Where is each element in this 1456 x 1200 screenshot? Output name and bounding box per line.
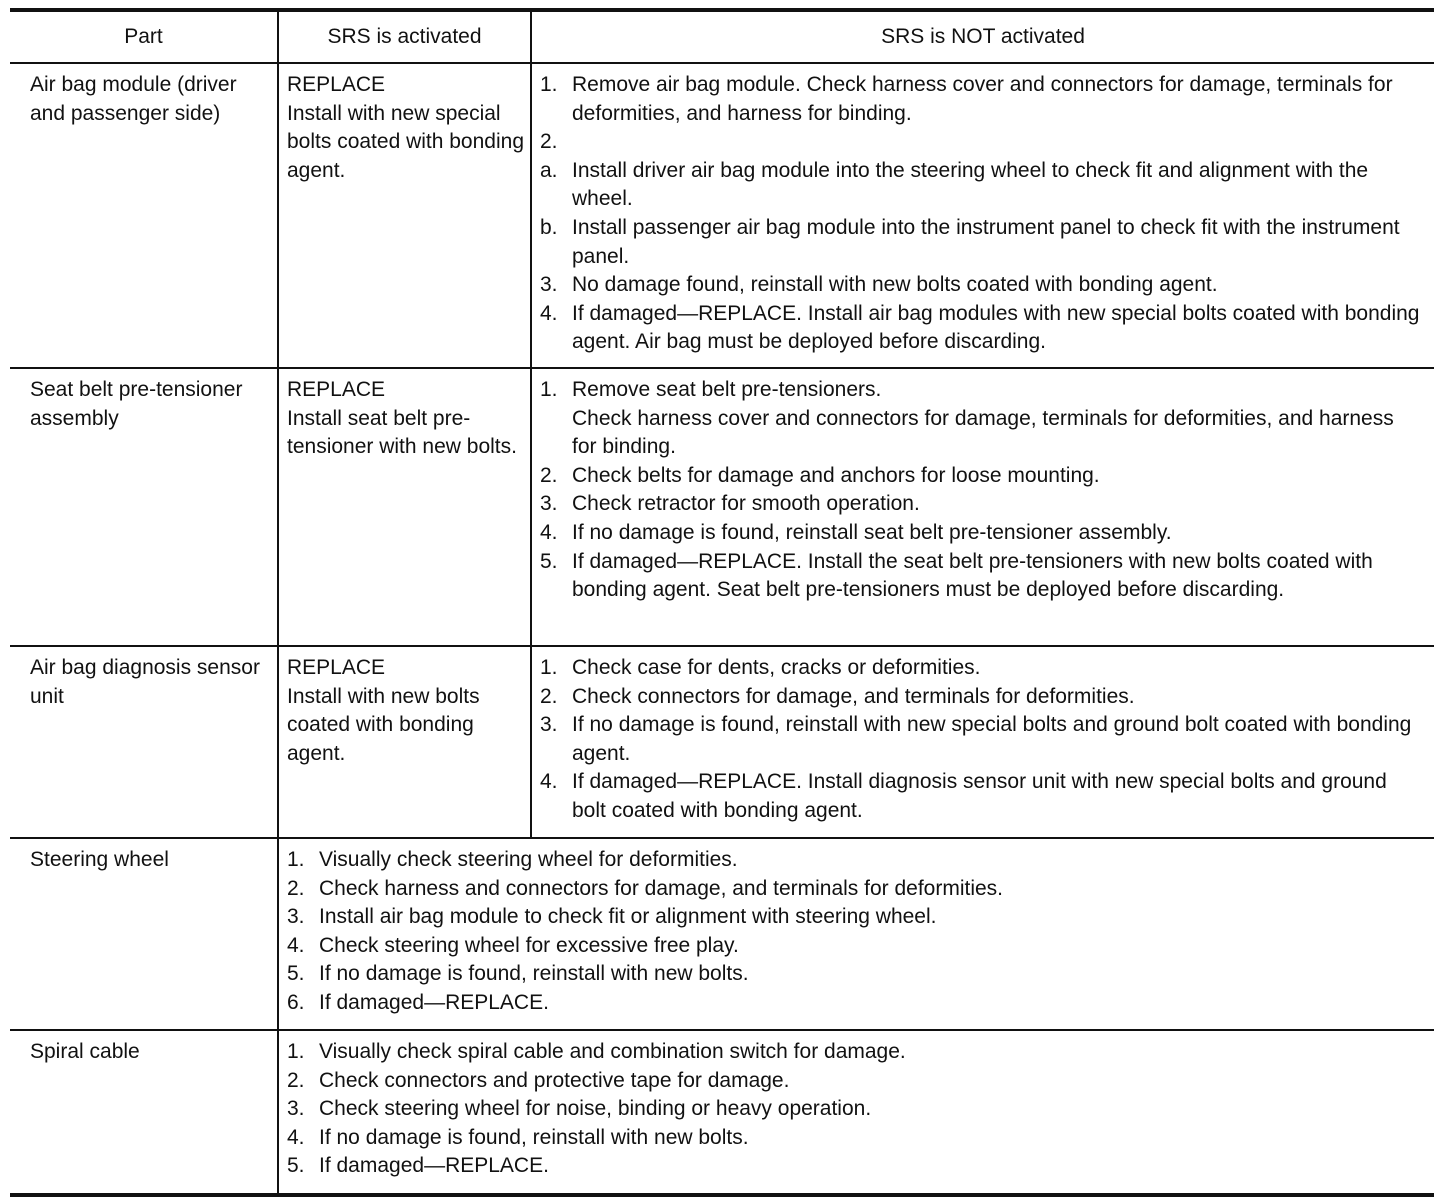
step-number: 2.: [287, 876, 305, 900]
replace-label: REPLACE: [287, 378, 386, 401]
step-text: Install air bag module to check fit or alignment with steering wheel.: [319, 905, 937, 929]
step-number: 2.: [287, 1068, 305, 1092]
step-text: If damaged—REPLACE. Install the seat belt pre-tensioners with new bolts coated with bonding agent. Seat belt pre-tensioners must be deployed before discarding.: [572, 549, 1373, 602]
list-item: [540, 271, 1424, 300]
step-text: If damaged—REPLACE.: [319, 990, 549, 1014]
not-activated-cell: [531, 368, 1434, 646]
step-number: 4.: [540, 301, 558, 325]
table-row: [10, 646, 1434, 838]
list-item: [540, 300, 1424, 357]
both-conditions-cell: [278, 838, 1434, 1030]
list-item: [287, 989, 1424, 1018]
list-item: [287, 875, 1424, 904]
list-item: [287, 1038, 1424, 1067]
step-number: 3.: [540, 492, 558, 516]
step-text: If damaged—REPLACE. Install diagnosis sensor unit with new special bolts and ground bolt coated with bonding agent.: [572, 770, 1387, 822]
activated-cell: [278, 368, 531, 646]
list-item: [287, 903, 1424, 932]
step-number: 4.: [287, 1125, 305, 1149]
list-item: [287, 1124, 1424, 1153]
step-number: 3.: [540, 273, 558, 297]
header-part: Part: [10, 10, 278, 63]
step-text: Remove air bag module. Check harness cover and connectors for damage, terminals for deformities, and harness for binding.: [572, 73, 1393, 125]
replace-label: REPLACE: [287, 656, 386, 679]
table-row: [10, 63, 1434, 368]
replace-label: REPLACE: [287, 73, 386, 96]
header-srs-activated: SRS is activated: [278, 10, 531, 63]
step-number: a.: [540, 158, 558, 182]
step-text: If no damage is found, reinstall seat belt pre-tensioner assembly.: [572, 520, 1172, 544]
table-row: [10, 1030, 1434, 1195]
step-text: Check retractor for smooth operation.: [572, 492, 920, 516]
step-number: 1.: [287, 848, 305, 871]
list-item: [540, 548, 1424, 605]
step-number: 5.: [287, 962, 305, 986]
table-row: [10, 838, 1434, 1030]
step-text: Check steering wheel for noise, binding or heavy operation.: [319, 1097, 872, 1121]
not-activated-cell: [531, 646, 1434, 838]
list-item: [540, 128, 1424, 157]
list-item: [540, 157, 1424, 214]
header-srs-not-activated: SRS is NOT activated: [531, 10, 1434, 63]
activated-cell: [278, 646, 531, 838]
part-cell: Air bag diagnosis sensor unit: [10, 646, 278, 838]
list-item: [540, 768, 1424, 825]
step-number: 4.: [540, 770, 558, 794]
list-item: [540, 683, 1424, 712]
list-item: [287, 1067, 1424, 1096]
step-number: 1.: [540, 656, 558, 679]
list-item: [540, 490, 1424, 519]
step-text: Visually check steering wheel for deformities.: [319, 848, 738, 871]
list-item: [287, 1152, 1424, 1181]
step-text: Check steering wheel for excessive free play.: [319, 933, 739, 957]
step-number: 3.: [540, 713, 558, 737]
step-text: If no damage is found, reinstall with new bolts.: [319, 1125, 749, 1149]
step-text: If damaged—REPLACE.: [319, 1154, 549, 1178]
list-item: [540, 654, 1424, 683]
list-item: [287, 960, 1424, 989]
step-text: Check belts for damage and anchors for loose mounting.: [572, 463, 1100, 487]
step-text: Remove seat belt pre-tensioners.: [572, 378, 882, 401]
step-text: Check harness and connectors for damage, and terminals for deformities.: [319, 876, 1004, 900]
header-row: [10, 10, 1434, 63]
list-item: [540, 711, 1424, 768]
step-text: No damage found, reinstall with new bolts coated with bonding agent.: [572, 273, 1218, 297]
step-number: 5.: [540, 549, 558, 573]
step-text: If no damage is found, reinstall with new special bolts and ground bolt coated with bonding agent.: [572, 713, 1412, 765]
step-text: Check harness cover and connectors for damage, terminals for deformities, and harness for binding.: [572, 406, 1394, 459]
step-number: 4.: [540, 520, 558, 544]
step-text: Install driver air bag module into the steering wheel to check fit and alignment with the wheel.: [572, 158, 1369, 211]
activated-text: Install with new bolts coated with bonding agent.: [287, 684, 480, 765]
list-item: [540, 71, 1424, 128]
step-number: 5.: [287, 1154, 305, 1178]
step-number: 3.: [287, 1097, 305, 1121]
step-number: 2.: [540, 684, 558, 708]
srs-inspection-table: [10, 8, 1434, 1197]
step-text: Install passenger air bag module into the instrument panel to check fit with the instrument panel.: [572, 215, 1400, 268]
step-text: Check connectors for damage, and terminals for deformities.: [572, 684, 1135, 708]
activated-text: Install seat belt pre-tensioner with new bolts.: [287, 406, 517, 459]
list-item: [540, 214, 1424, 271]
table-row: [10, 368, 1434, 646]
step-number: 1.: [540, 73, 558, 96]
step-number: 2.: [540, 463, 558, 487]
step-text: Visually check spiral cable and combination switch for damage.: [319, 1040, 906, 1063]
list-item: [540, 376, 1424, 462]
step-text: If no damage is found, reinstall with new bolts.: [319, 962, 749, 986]
part-cell: Seat belt pre-tensioner assembly: [10, 368, 278, 646]
activated-cell: [278, 63, 531, 368]
list-item: [287, 932, 1424, 961]
list-item: [540, 462, 1424, 491]
not-activated-cell: [531, 63, 1434, 368]
step-number: 1.: [287, 1040, 305, 1063]
step-number: 1.: [540, 378, 558, 401]
step-text: If damaged—REPLACE. Install air bag modules with new special bolts coated with bonding agent. Air bag must be deployed before discarding.: [572, 301, 1420, 354]
step-number: 4.: [287, 933, 305, 957]
list-item: [540, 519, 1424, 548]
part-cell: Spiral cable: [10, 1030, 278, 1195]
step-text: Check connectors and protective tape for damage.: [319, 1068, 790, 1092]
step-text: Check case for dents, cracks or deformities.: [572, 656, 981, 679]
step-number: 6.: [287, 990, 305, 1014]
both-conditions-cell: [278, 1030, 1434, 1195]
part-cell: Steering wheel: [10, 838, 278, 1030]
list-item: [287, 846, 1424, 875]
activated-text: Install with new special bolts coated with bonding agent.: [287, 101, 524, 182]
list-item: [287, 1095, 1424, 1124]
step-number: 3.: [287, 905, 305, 929]
step-number: 2.: [540, 130, 558, 154]
step-number: b.: [540, 215, 558, 239]
part-cell: Air bag module (driver and passenger side): [10, 63, 278, 368]
